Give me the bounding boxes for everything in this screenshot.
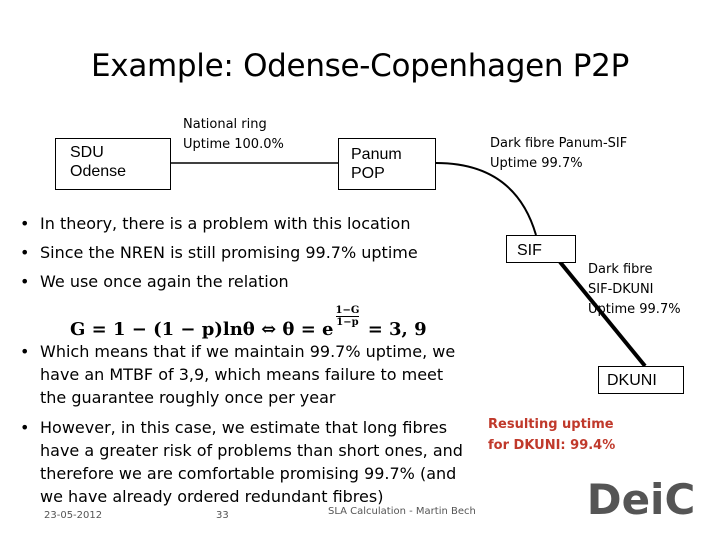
label-sif-dkuni-line2: SIF-DKUNI (588, 282, 654, 297)
node-dkuni-label: DKUNI (607, 372, 657, 389)
deic-logo (576, 470, 706, 524)
label-national-ring-line1: National ring (183, 117, 267, 132)
label-panum-sif-line1: Dark fibre Panum-SIF (490, 136, 628, 151)
formula-exp-den: 1−p (336, 317, 359, 328)
label-sif-dkuni-line3: Uptime 99.7% (588, 302, 681, 317)
node-sdu-line2: Odense (70, 163, 127, 180)
bullet-4-line2: have an MTBF of 3,9, which means failure to meet (40, 365, 444, 384)
formula (70, 305, 427, 340)
node-sdu-odense (55, 138, 171, 190)
node-panum-line1: Panum (351, 146, 402, 163)
formula-exp-num: 1−G (335, 305, 360, 316)
node-dkuni (598, 366, 684, 394)
formula-exponent (336, 305, 360, 328)
result-line2: for DKUNI: 99.4% (488, 438, 616, 453)
footer-page-number: 33 (216, 510, 229, 521)
label-sif-dkuni (588, 260, 681, 320)
label-panum-sif (490, 134, 627, 174)
bullet-5-line4: we have already ordered redundant fibres) (40, 487, 384, 506)
footer-date: 23-05-2012 (44, 510, 103, 521)
deic-logo-graphic (576, 470, 706, 524)
result-text (488, 414, 615, 456)
bullet-4-line1: Which means that if we maintain 99.7% uptime, we (40, 342, 456, 361)
label-national-ring-line2: Uptime 100.0% (183, 137, 284, 152)
svg-text:DeiC: DeiC (586, 475, 696, 524)
bullet-1: In theory, there is a problem with this location (40, 214, 411, 233)
node-sif-label: SIF (517, 242, 542, 259)
label-sif-dkuni-line1: Dark fibre (588, 262, 653, 277)
bullet-4-line3: the guarantee roughly once per year (40, 388, 336, 407)
label-national-ring (183, 115, 284, 155)
bullet-5-line3: therefore we are comfortable promising 99.7% (and (40, 464, 457, 483)
bullet-5-line1: However, in this case, we estimate that long fibres (40, 418, 448, 437)
node-sdu-line1: SDU (70, 144, 104, 161)
bullet-2: Since the NREN is still promising 99.7% uptime (40, 243, 418, 262)
bullet-3: We use once again the relation (40, 272, 289, 291)
formula-left: G = 1 − (1 − p)lnθ ⇔ θ = e (70, 319, 334, 340)
formula-right: = 3, 9 (367, 319, 427, 340)
node-sif (506, 235, 576, 263)
page-title: Example: Odense-Copenhagen P2P (90, 48, 629, 84)
result-line1: Resulting uptime (488, 417, 614, 432)
node-panum-pop (338, 138, 436, 190)
bullet-5-line2: have a greater risk of problems than short ones, and (40, 441, 463, 460)
footer-center: SLA Calculation - Martin Bech (328, 506, 476, 517)
label-panum-sif-line2: Uptime 99.7% (490, 156, 583, 171)
node-panum-line2: POP (351, 165, 385, 182)
